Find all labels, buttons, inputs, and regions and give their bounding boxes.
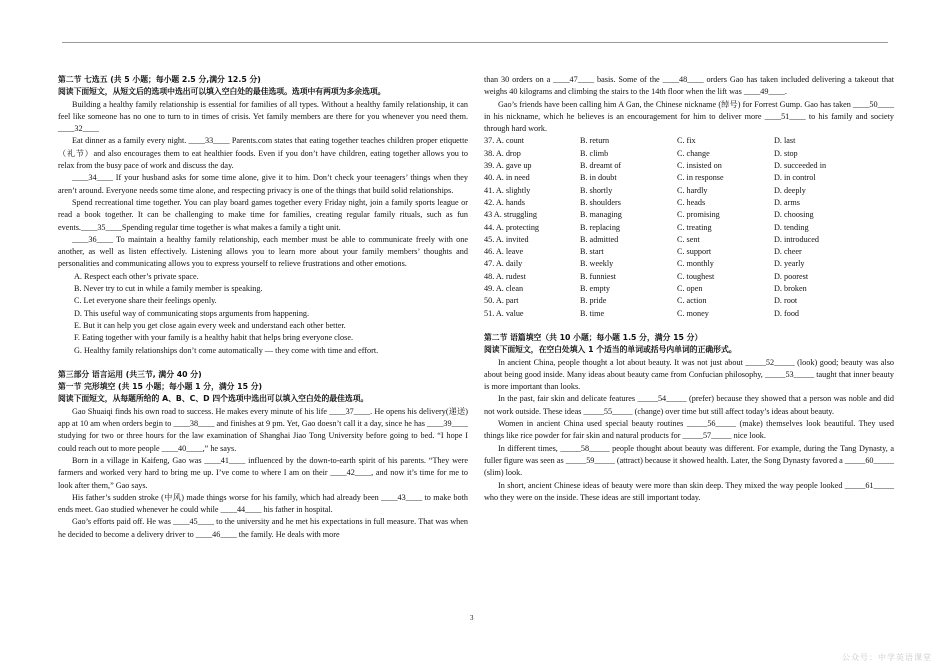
cloze-option: B. shoulders	[580, 197, 621, 207]
cloze-option: D. in control	[774, 173, 816, 183]
cloze-option: D. arms	[774, 197, 800, 207]
cloze-option: D. poorest	[774, 271, 809, 281]
part-three-title: 第三部分 语言运用 (共三节, 满分 40 分)	[58, 369, 202, 379]
cloze-paragraph: Gao’s efforts paid off. He was ____45____ to the university and he met his expectations in full measure. That was when he decided to become a delivery driver to ____46____ the family. He deals with more	[58, 517, 468, 539]
cloze-option: C. fix	[677, 136, 696, 146]
cloze-option: D. stop	[774, 148, 798, 158]
cloze-option: 47. A. daily	[484, 259, 523, 269]
cloze-option: C. sent	[677, 234, 700, 244]
cloze-paragraph: Gao Shuaiqi finds his own road to success. He makes every minute of his life ____37____. He opens his delivery(递送) app at 10 am when orders begin to ____38____ and finishes at 9 pm. Yet, Gao doesn’t call it a day, since he has ____39____ studying for two or three hours for the law examination of Shanghai Jiao Tong University before going to bed. “I hope I could reach out to more people ____40____,” he says.	[58, 406, 468, 453]
cloze-options	[484, 135, 894, 319]
cloze-option-row	[484, 258, 894, 270]
cloze-option: D. food	[774, 308, 800, 318]
grammar-paragraph: In different times, _____58_____ people thought about beauty was different. For example, during the Tang Dynasty, a fuller figure was seen as _____59_____ (attract) because it showed health. Later, the Song Dynasty favored a _____60_____ (slim) look.	[484, 443, 894, 478]
cloze-option-row	[484, 271, 894, 283]
cloze-option: B. dreamt of	[580, 161, 622, 171]
right-column	[484, 74, 894, 504]
cloze-option: 39. A. gave up	[484, 161, 532, 171]
cloze-option: 42. A. hands	[484, 197, 525, 207]
cloze-option-row	[484, 308, 894, 320]
cloze-option: D. introduced	[774, 234, 820, 244]
cloze-option-row	[484, 160, 894, 172]
cloze-option-row	[484, 234, 894, 246]
cloze-option: C. toughest	[677, 271, 715, 281]
cloze-option: B. weekly	[580, 259, 614, 269]
page-number: 3	[470, 614, 474, 622]
seven-choose-five-title: 第二节 七选五 (共 5 小题；每小题 2.5 分,满分 12.5 分)	[58, 75, 261, 84]
cloze-paragraph: than 30 orders on a ____47____ basis. Some of the ____48____ orders Gao has taken included delivering a takeout that weighs 40 kilograms and climbing the stairs to the 14th floor when the lift was ____49____.	[484, 75, 894, 97]
cloze-option-row	[484, 172, 894, 184]
cloze-option: C. open	[677, 284, 703, 294]
cloze-option: 48. A. rudest	[484, 271, 526, 281]
grammar-paragraph: In ancient China, people thought a lot about beauty. It was not just about _____52_____ (look) good; beauty was also about being good inside. Many ideas about beauty came from Confucian philosophy, _____53_____ taught that inner beauty is more important than looks.	[484, 357, 894, 392]
cloze-option: C. treating	[677, 222, 712, 232]
cloze-option-row	[484, 295, 894, 307]
cloze-option: B. time	[580, 308, 605, 318]
cloze-option-row	[484, 135, 894, 147]
option-d: D. This useful way of communicating stops arguments from happening.	[74, 308, 310, 318]
cloze-option-row	[484, 148, 894, 160]
cloze-option-row	[484, 246, 894, 258]
cloze-option: 51. A. value	[484, 308, 524, 318]
option-f: F. Eating together with your family is a healthy habit that helps bring everyone close.	[74, 333, 354, 343]
cloze-option: B. empty	[580, 284, 611, 294]
passage-paragraph: ____36____ To maintain a healthy family relationship, each member must be able to communicate freely with one another, as well as listen effectively. Listening allows you to learn more about your family members’ thoughts and personalities and communicating allows you to express yourself to relieve frustrations and other emotions.	[58, 234, 468, 269]
cloze-option-row	[484, 197, 894, 209]
header-rule	[62, 42, 888, 43]
watermark: 公众号：中学英语课堂	[842, 653, 932, 662]
cloze-option: D. choosing	[774, 210, 814, 220]
cloze-option: 41. A. slightly	[484, 185, 531, 195]
cloze-option: 38. A. drop	[484, 148, 521, 158]
passage-paragraph: ____34____ If your husband asks for some time alone, give it to him. Don’t check your teenagers’ things when they aren’t around. Everyone needs some time alone, and respecting privacy is one of the things that build solid relationships.	[58, 173, 468, 195]
option-a: A. Respect each other’s private space.	[74, 271, 199, 281]
cloze-option: C. heads	[677, 197, 706, 207]
cloze-option: C. insisted on	[677, 161, 722, 171]
cloze-title: 第一节 完形填空 (共 15 小题；每小题 1 分，满分 15 分)	[58, 382, 263, 392]
cloze-option-row	[484, 185, 894, 197]
grammar-fill-title: 第二节 语篇填空（共 10 小题；每小题 1.5 分，满分 15 分）	[484, 332, 703, 342]
grammar-fill-instructions: 阅读下面短文，在空白处填入 1 个适当的单词或括号内单词的正确形式。	[484, 345, 737, 355]
left-column	[58, 74, 468, 541]
cloze-paragraph: Gao’s friends have been calling him A Gan, the Chinese nickname (绰号) for Forrest Gump. Gao has taken ____50____ in his nickname, which he believes is an encouragement for him to deliver more ____51____ to his family and society through hard work.	[484, 99, 894, 134]
cloze-option: C. promising	[677, 210, 720, 220]
cloze-option: D. deeply	[774, 185, 806, 195]
cloze-option: C. money	[677, 308, 709, 318]
cloze-option: 45. A. invited	[484, 234, 529, 244]
cloze-option: C. monthly	[677, 259, 714, 269]
cloze-option: D. last	[774, 136, 796, 146]
passage-paragraph: Building a healthy family relationship is essential for families of all types. Without a healthy family relationship, it can feel like someone has no one to turn to in times of crisis. Yet family members are there for you whenever you need them. ____32____	[58, 99, 468, 134]
cloze-option-row	[484, 209, 894, 221]
cloze-option: B. admitted	[580, 234, 619, 244]
cloze-option: B. replacing	[580, 222, 621, 232]
cloze-option: D. yearly	[774, 259, 805, 269]
grammar-paragraph: In the past, fair skin and delicate features _____54_____ (prefer) because they showed that a person was noble and did not work outside. These ideas _____55_____ (change) over time but still affect today’s ideas about beauty.	[484, 394, 894, 416]
cloze-option: B. managing	[580, 210, 622, 220]
cloze-paragraph: His father’s sudden stroke (中风) made things worse for his family, which had already been ____43____ to make both ends meet. Gao studied whenever he could while ____44____ his father in hospital.	[58, 492, 468, 515]
option-e: E. But it can help you get close again every week and understand each other better.	[74, 320, 346, 330]
cloze-option: C. support	[677, 247, 712, 257]
cloze-option: B. pride	[580, 296, 607, 306]
cloze-option: 40. A. in need	[484, 173, 530, 183]
cloze-option: B. return	[580, 136, 610, 146]
cloze-option: 37. A. count	[484, 136, 525, 146]
cloze-option: 49. A. clean	[484, 284, 524, 294]
cloze-option: C. change	[677, 148, 710, 158]
cloze-option: C. in response	[677, 173, 724, 183]
cloze-option: C. hardly	[677, 185, 708, 195]
passage-paragraph: Eat dinner as a family every night. ____33____ Parents.com states that eating together teaches children proper etiquette（礼节）and also encourages them to eat healthier foods. Even if you don’t have children, eating together allows you to relax from the busy pace of work and discuss the day.	[58, 136, 468, 171]
cloze-option: C. action	[677, 296, 707, 306]
grammar-paragraph: In short, ancient Chinese ideas of beauty were more than skin deep. They mixed the way people looked _____61_____ who they were on the inside. These ideas are still important today.	[484, 480, 894, 502]
cloze-option: D. cheer	[774, 247, 802, 257]
cloze-option: D. root	[774, 296, 798, 306]
cloze-option-row	[484, 222, 894, 234]
cloze-option-row	[484, 283, 894, 295]
cloze-option: D. tending	[774, 222, 809, 232]
cloze-option: 43 A. struggling	[484, 210, 537, 220]
option-c: C. Let everyone share their feelings openly.	[74, 296, 217, 306]
cloze-option: B. funniest	[580, 271, 616, 281]
cloze-option: B. in doubt	[580, 173, 617, 183]
cloze-option: 44. A. protecting	[484, 222, 540, 232]
cloze-option: 50. A. part	[484, 296, 519, 306]
cloze-paragraph: Born in a village in Kaifeng, Gao was ____41____ influenced by the down-to-earth spirit of his parents. “They were farmers and worked very hard to bring me up. I’ve come to where I am on their ____42____, and now it’s time for me to look after them,” Gao says.	[58, 455, 468, 490]
cloze-option: D. broken	[774, 284, 807, 294]
seven-choose-five-instructions: 阅读下面短文，从短文后的选项中选出可以填入空白处的最佳选项。选项中有两项为多余选项。	[58, 87, 386, 97]
cloze-option: B. climb	[580, 148, 609, 158]
passage-paragraph: Spend recreational time together. You can play board games together every Friday night, join a family sports league or read a book together. It can be challenging to make time for families, creating regular family rituals, such as fun events.____35____Spending regular time together is what makes a family a tight unit.	[58, 197, 468, 232]
grammar-paragraph: Women in ancient China used special beauty routines _____56_____ (make) themselves look beautiful. They used things like rice powder for fair skin and natural products for _____57_____ nice look.	[484, 419, 894, 441]
cloze-option: B. start	[580, 247, 604, 257]
cloze-option: 46. A. leave	[484, 247, 524, 257]
option-g: G. Healthy family relationships don’t come automatically — they come with time and effort.	[74, 345, 379, 355]
cloze-instructions: 阅读下面短文，从每题所给的 A、B、C、D 四个选项中选出可以填入空白处的最佳选项。	[58, 394, 369, 404]
cloze-option: D. succeeded in	[774, 161, 827, 171]
option-b: B. Never try to cut in while a family member is speaking.	[74, 284, 263, 294]
cloze-option: B. shortly	[580, 185, 613, 195]
